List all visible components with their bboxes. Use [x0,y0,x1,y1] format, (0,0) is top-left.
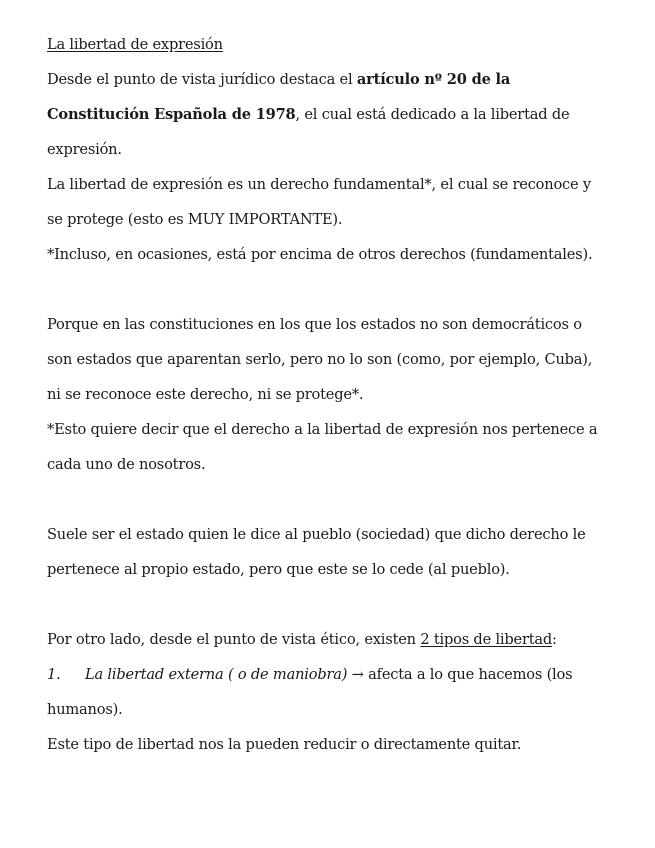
paragraph-3-line-1: Porque en las constituciones en los que los estados no son democráticos o [47,316,582,333]
paragraph-3-line-4: *Esto quiere decir que el derecho a la libertad de expresión nos pertenece a [47,421,598,438]
list-item-1-continuation: humanos). [47,701,123,718]
blank-line [47,272,625,307]
bold-text: artículo nº 20 de la [356,71,511,88]
paragraph-1-line-2 [47,97,625,132]
paragraph-3-line-3: ni se reconoce este derecho, ni se protege*. [47,386,364,403]
paragraph-3-line-2: son estados que aparentan serlo, pero no lo son (como, por ejemplo, Cuba), [47,351,593,368]
paragraph-2-line-3: *Incluso, en ocasiones, está por encima de otros derechos (fundamentales). [47,246,593,263]
paragraph-4-line-1: Suele ser el estado quien le dice al pueblo (sociedad) que dicho derecho le [47,526,586,543]
paragraph-5-line-1 [47,622,625,657]
blank-line [47,587,625,622]
paragraph-2-line-1: La libertad de expresión es un derecho fundamental*, el cual se reconoce y [47,176,591,193]
paragraph-1-line-3: expresión. [47,141,122,158]
list-item-text: → afecta a lo que hacemos (los [347,666,573,683]
paragraph-text: Por otro lado, desde el punto de vista ético, existen [47,631,421,648]
paragraph-1-line-1 [47,62,625,97]
paragraph-text: Desde el punto de vista jurídico destaca el [47,71,357,88]
bold-text: Constitución Española de 1978 [47,106,296,123]
blank-line [47,482,625,517]
paragraph-4-line-2: pertenece al propio estado, pero que este se lo cede (al pueblo). [47,561,510,578]
italic-text: La libertad externa ( o de maniobra) [85,666,348,683]
list-number: 1. [47,666,61,683]
paragraph-text: , el cual está dedicado a la libertad de [295,106,570,123]
underlined-text: 2 tipos de libertad [420,631,553,648]
list-item-1 [47,657,625,692]
paragraph-6-line-1: Este tipo de libertad nos la pueden reducir o directamente quitar. [47,736,522,753]
paragraph-2-line-2: se protege (esto es MUY IMPORTANTE). [47,211,343,228]
document-title: La libertad de expresión [47,36,223,53]
paragraph-text: : [552,631,557,648]
paragraph-3-line-5: cada uno de nosotros. [47,456,206,473]
